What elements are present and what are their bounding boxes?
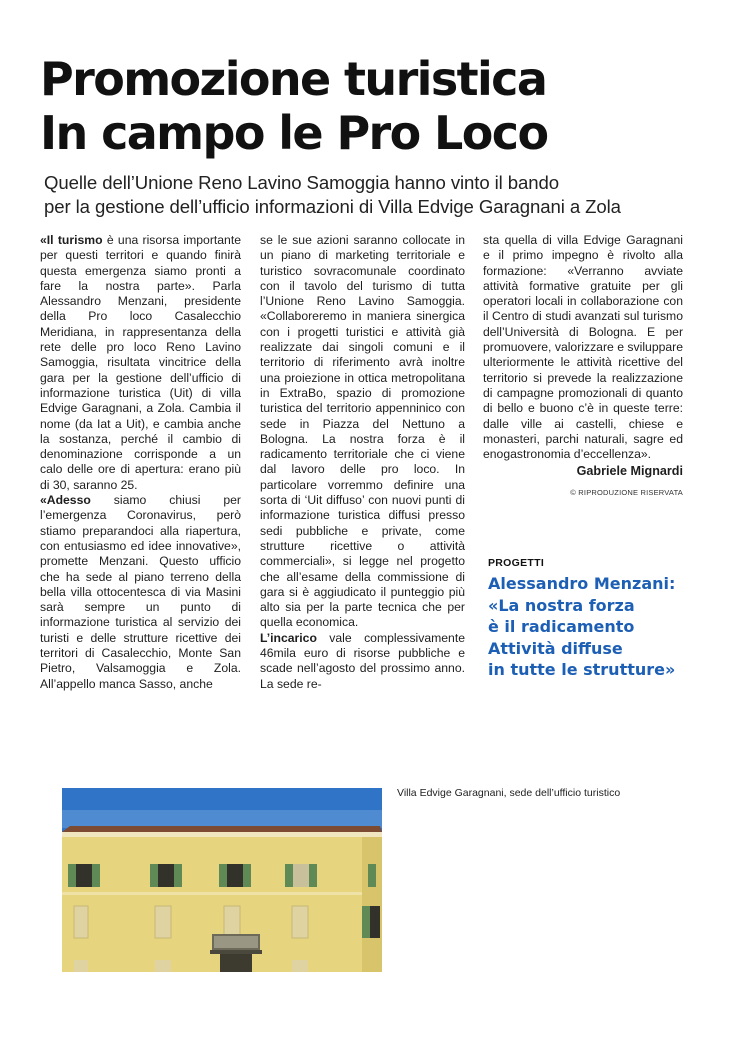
quote-line: Attività diffuse (488, 638, 623, 658)
paragraph-5: sta quella di villa Edvige Garagnani e il primo impegno è rivolto alla formazione: «Verranno avviate attività formative gratuite per gli operatori locali in collaborazione con il Centro di studi avanzati sul turismo dell’Università di Bologna. E per promuovere, valorizzare e sviluppare ulteriormente le attività ricettive del territorio si prevede la realizzazione di campagne promozionali di quanto di bello e buono c’è in queste terre: dalle ville ai castelli, chiese e monasteri, parchi naturali, sagre ed enogastronomia d’eccellenza». (483, 233, 683, 462)
paragraph-text: è una risorsa importante per questi territori e quando finirà questa emergenza siamo pronti a fare la nostra parte». Parla Alessandro Menzani, presidente della Pro loco Casalecchio Meridiana, in rappresentanza della rete delle pro loco Reno Lavino Samoggia, risultata vincitrice della gara per la gestione dell’ufficio di informazione turistica (Uit) di villa Edvige Garagnani, a Zola. Cambia il nome (da Iat a Uit), e cambia anche la sostanza, perché il cambio di denominazione corrisponde a un calo delle ore di apertura: erano più di 30, saranno 25. (40, 233, 241, 492)
subheadline (44, 171, 734, 219)
cornice (62, 832, 382, 837)
villa-photo (62, 788, 382, 972)
paragraph-lead: «Il turismo (40, 233, 103, 247)
paragraph-text: vale complessivamente 46mila euro di risorse pubbliche e scade nell’agosto del prossimo anno. La sede re- (260, 630, 465, 691)
article-column-2 (260, 233, 465, 692)
paragraph-2 (40, 493, 241, 692)
lower-window-edge (155, 960, 171, 972)
lower-window-edge (74, 960, 88, 972)
sidebar-box (488, 557, 718, 681)
villa-illustration (62, 788, 382, 972)
paragraph-lead: «Adesso (40, 493, 91, 508)
paragraph-text: siamo chiusi per l’emergenza Coronavirus, però stiamo preparandoci alla riapertura, con entusiasmo ed idee innovative», promette Menzani. Questo ufficio che ha sede al piano terreno della bella villa ottocentesca di via Masini sarà sempre un punto di informazione turistica al servizio dei turisti e delle strutture ricettive dei territori di Casalecchio, Monte San Pietro, Valsamoggia e Zola. All’appello manca Sasso, anche (40, 493, 241, 691)
author-byline: Gabriele Mignardi (576, 464, 683, 479)
photo-caption: Villa Edvige Garagnani, sede dell’ufficio turistico (397, 787, 621, 799)
subheadline-line-1: Quelle dell’Unione Reno Lavino Samoggia hanno vinto il bando (44, 172, 559, 193)
article-column-1 (40, 233, 241, 692)
quote-line: Alessandro Menzani: (488, 574, 676, 593)
quote-line: in tutte le strutture» (488, 660, 676, 679)
right-shade (362, 837, 382, 972)
paragraph-3: se le sue azioni saranno collocate in un piano di marketing territoriale e turistico sovracomunale coordinato con il tavolo del turismo di tutta l’Unione Reno Lavino Samoggia. «Collaboreremo in maniera sinergica con i progetti turistici e attività già realizzate dai singoli comuni e il territorio di riferimento avrà inoltre una proiezione in ottica metropolitana in ExtraBo, spazio di promozione turistica del territorio appenninico con sede in Piazza del Nettuno a Bologna. La nostra forza è il radicamento territoriale che ci viene dal lavoro delle pro loco. In particolare vorremmo definire una sorta di ‘Uit diffuso’ con nuovi punti di informazione turistica diffusi presso sedi pubbliche e private, come strutture ricettive o attività commerciali», si legge nel progetto che all’esame della commissione di gara si è aggiudicato il punteggio più alto sia per la parte tecnica che per quella economica. (260, 233, 465, 630)
quote-line: è il radicamento (488, 617, 635, 636)
roof (62, 826, 382, 832)
sidebar-quote (488, 573, 718, 681)
headline-line-2: In campo le Pro Loco (40, 106, 548, 160)
headline (40, 52, 547, 160)
paragraph-4 (260, 631, 465, 692)
quote-line: «La nostra forza (488, 595, 635, 615)
string-course (62, 892, 382, 895)
paragraph-lead: L’incarico (260, 630, 317, 645)
article-column-3 (483, 233, 683, 500)
paragraph-1 (40, 233, 241, 493)
subheadline-line-2: per la gestione dell’ufficio informazioni di Villa Edvige Garagnani a Zola (44, 196, 621, 217)
lower-window-edge (292, 960, 308, 972)
sky-haze (62, 810, 382, 828)
headline-line-1: Promozione turistica (40, 52, 547, 106)
sidebar-kicker: PROGETTI (488, 557, 545, 569)
copyright-notice: © RIPRODUZIONE RISERVATA (570, 487, 683, 497)
